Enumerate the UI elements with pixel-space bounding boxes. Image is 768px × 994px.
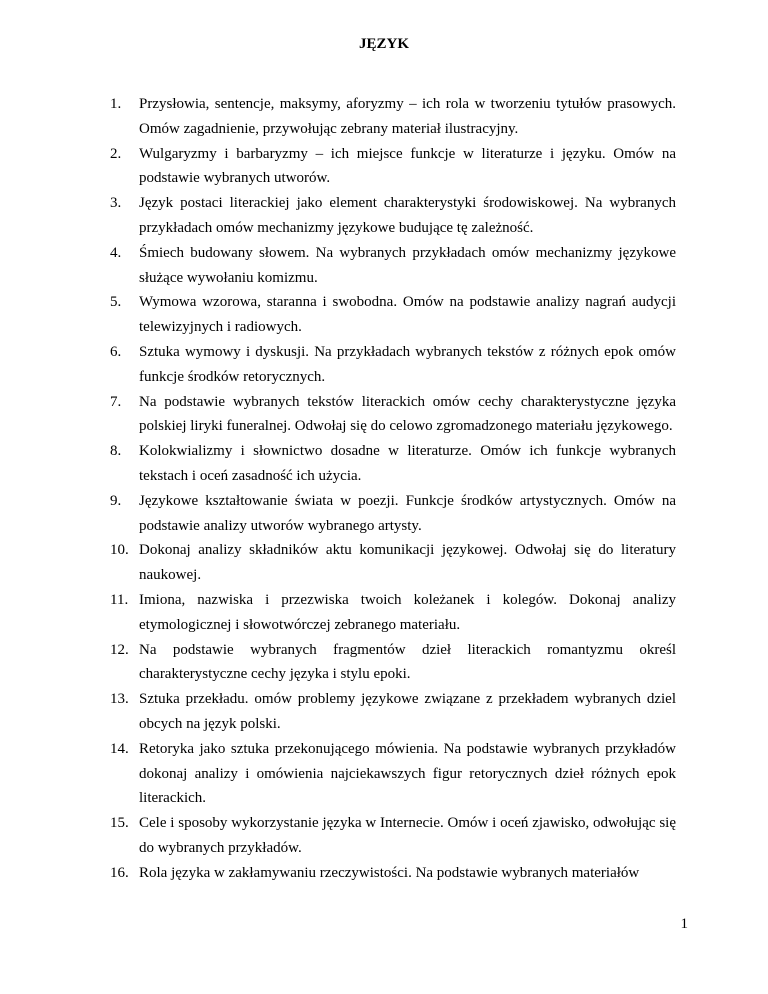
list-item: [110, 687, 676, 737]
item-text: Rola języka w zakłamywaniu rzeczywistości. Na podstawie wybranych materiałów: [139, 864, 640, 881]
item-text: Kolokwializmy i słownictwo dosadne w literaturze. Omów ich funkcje wybranych tekstach i oceń zasadność ich użycia.: [139, 443, 676, 484]
list-item: [110, 861, 676, 886]
page-number: 1: [680, 916, 688, 932]
item-text: Językowe kształtowanie świata w poezji. Funkcje środków artystycznych. Omów na podstawie analizy utworów wybranego artysty.: [139, 492, 676, 534]
list-item: [110, 588, 676, 638]
list-item: [110, 390, 676, 440]
list-item: [110, 439, 676, 489]
list-item: [110, 92, 676, 142]
item-number: 1.: [110, 96, 122, 112]
list-item: [110, 241, 676, 291]
item-text: Wulgaryzmy i barbaryzmy – ich miejsce funkcje w literaturze i języku. Omów na podstawie wybranych utworów.: [139, 145, 676, 187]
item-number: 11.: [110, 591, 129, 608]
item-text: Sztuka wymowy i dyskusji. Na przykładach wybranych tekstów z różnych epok omów funkcje środków retorycznych.: [139, 343, 676, 385]
item-number: 8.: [110, 443, 122, 460]
item-text: Przysłowia, sentencje, maksymy, aforyzmy – ich rola w tworzeniu tytułów prasowych. Omów zagadnienie, przywołując zebrany materiał ilustracyjny.: [139, 96, 676, 137]
item-number: 15.: [110, 815, 129, 832]
item-number: 7.: [110, 393, 122, 410]
item-number: 14.: [110, 740, 129, 757]
list-item: [110, 737, 676, 811]
item-number: 3.: [110, 195, 122, 212]
item-text: Sztuka przekładu. omów problemy językowe związane z przekładem wybranych dziel obcych na język polski.: [139, 691, 676, 732]
item-number: 13.: [110, 691, 129, 708]
item-number: 2.: [110, 145, 122, 162]
item-number: 12.: [110, 641, 129, 658]
topic-list: [110, 92, 676, 886]
list-item: [110, 142, 676, 192]
item-number: 10.: [110, 542, 129, 559]
item-text: Na podstawie wybranych fragmentów dzieł literackich romantyzmu określ charakterystyczne cechy języka i stylu epoki.: [139, 641, 676, 683]
item-number: 4.: [110, 244, 122, 261]
item-text: Retoryka jako sztuka przekonującego mówienia. Na podstawie wybranych przykładów dokonaj analizy i omówienia najciekawszych figur retorycznych dzieł różnych epok literackich.: [139, 740, 676, 807]
item-number: 16.: [110, 864, 129, 881]
item-number: 6.: [110, 343, 122, 360]
item-text: Imiona, nazwiska i przezwiska twoich koleżanek i kolegów. Dokonaj analizy etymologicznej i słowotwórczej zebranego materiału.: [139, 591, 676, 633]
item-text: Cele i sposoby wykorzystanie języka w Internecie. Omów i oceń zjawisko, odwołując się do wybranych przykładów.: [139, 815, 676, 856]
list-item: [110, 638, 676, 688]
item-text: Język postaci literackiej jako element charakterystyki środowiskowej. Na wybranych przykładach omów mechanizmy językowe budujące tę zależność.: [139, 195, 676, 236]
list-item: [110, 290, 676, 340]
item-text: Na podstawie wybranych tekstów literackich omów cechy charakterystyczne języka polskiej liryki funeralnej. Odwołaj się do celowo zgromadzonego materiału językowego.: [139, 393, 676, 435]
list-item: [110, 811, 676, 861]
item-text: Śmiech budowany słowem. Na wybranych przykładach omów mechanizmy językowe służące wywołaniu komizmu.: [139, 244, 676, 286]
item-text: Wymowa wzorowa, staranna i swobodna. Omów na podstawie analizy nagrań audycji telewizyjnych i radiowych.: [139, 294, 676, 336]
list-item: [110, 340, 676, 390]
list-item: [110, 538, 676, 588]
page-title: JĘZYK: [358, 36, 409, 52]
item-text: Dokonaj analizy składników aktu komunikacji językowej. Odwołaj się do literatury naukowej.: [139, 542, 676, 584]
list-item: [110, 191, 676, 241]
item-number: 5.: [110, 294, 122, 311]
item-number: 9.: [110, 492, 122, 509]
list-item: [110, 489, 676, 539]
